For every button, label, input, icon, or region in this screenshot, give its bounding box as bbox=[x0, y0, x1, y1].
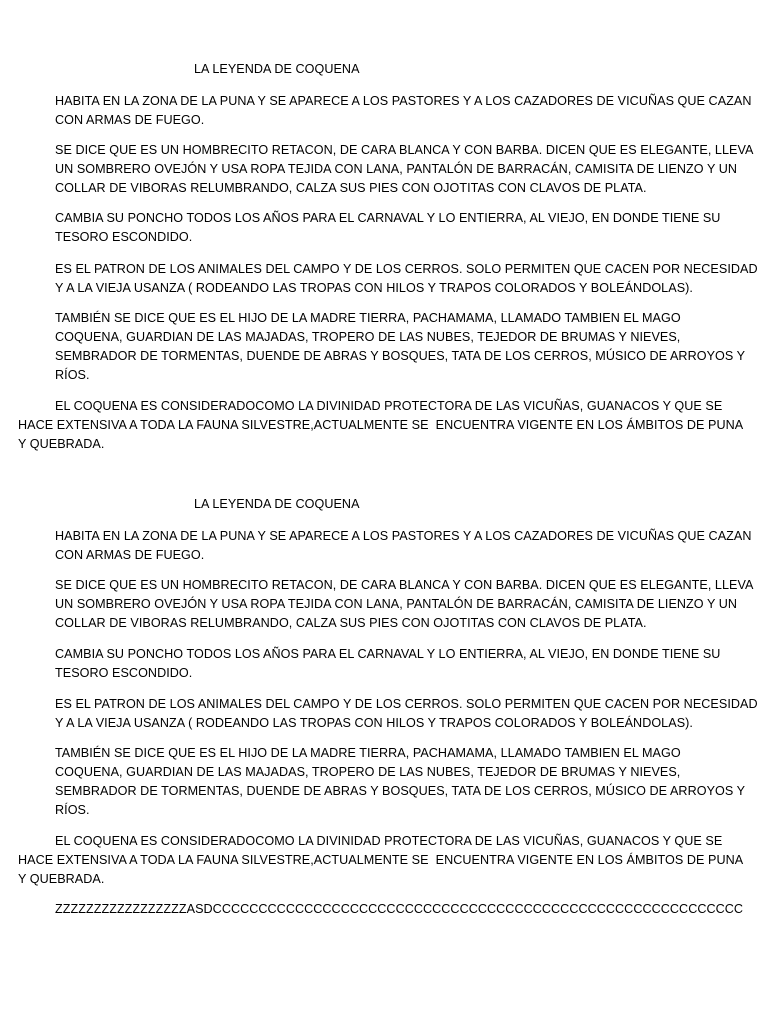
trailing-text-line: ZZZZZZZZZZZZZZZZZASDCCCCCCCCCCCCCCCCCCCCCCCCCCCCCCCCCCCCCCCCCCCCCCCCCCCCCCCCCC bbox=[55, 902, 744, 916]
paragraph-line: HACE EXTENSIVA A TODA LA FAUNA SILVESTRE,ACTUALMENTE SE ENCUENTRA VIGENTE EN LOS ÁMBITOS DE PUNA bbox=[18, 853, 744, 867]
paragraph-line: TAMBIÉN SE DICE QUE ES EL HIJO DE LA MADRE TIERRA, PACHAMAMA, LLAMADO TAMBIEN EL MAGO bbox=[55, 746, 681, 760]
paragraph-line: SE DICE QUE ES UN HOMBRECITO RETACON, DE CARA BLANCA Y CON BARBA. DICEN QUE ES ELEGANTE, LLEVA bbox=[55, 143, 754, 157]
paragraph-line: EL COQUENA ES CONSIDERADOCOMO LA DIVINIDAD PROTECTORA DE LAS VICUÑAS, GUANACOS Y QUE SE bbox=[55, 834, 723, 848]
paragraph-line: EL COQUENA ES CONSIDERADOCOMO LA DIVINIDAD PROTECTORA DE LAS VICUÑAS, GUANACOS Y QUE SE bbox=[55, 399, 723, 413]
paragraph-line: COLLAR DE VIBORAS RELUMBRANDO, CALZA SUS PIES CON OJOTITAS CON CLAVOS DE PLATA. bbox=[55, 181, 647, 195]
paragraph-line: TESORO ESCONDIDO. bbox=[55, 230, 193, 244]
paragraph-line: COQUENA, GUARDIAN DE LAS MAJADAS, TROPERO DE LAS NUBES, TEJEDOR DE BRUMAS Y NIEVES, bbox=[55, 330, 681, 344]
paragraph-line: ES EL PATRON DE LOS ANIMALES DEL CAMPO Y DE LOS CERROS. SOLO PERMITEN QUE CACEN POR NECESIDAD bbox=[55, 262, 758, 276]
paragraph-line: TESORO ESCONDIDO. bbox=[55, 666, 193, 680]
paragraph-line: Y QUEBRADA. bbox=[18, 437, 105, 451]
paragraph-line: CAMBIA SU PONCHO TODOS LOS AÑOS PARA EL CARNAVAL Y LO ENTIERRA, AL VIEJO, EN DONDE TIENE SU bbox=[55, 211, 721, 225]
paragraph-line: UN SOMBRERO OVEJÓN Y USA ROPA TEJIDA CON LANA, PANTALÓN DE BARRACÁN, CAMISITA DE LIENZO Y UN bbox=[55, 162, 738, 176]
paragraph-line: Y A LA VIEJA USANZA ( RODEANDO LAS TROPAS CON HILOS Y TRAPOS COLORADOS Y BOLEÁNDOLAS). bbox=[55, 716, 693, 730]
paragraph-line: CAMBIA SU PONCHO TODOS LOS AÑOS PARA EL CARNAVAL Y LO ENTIERRA, AL VIEJO, EN DONDE TIENE SU bbox=[55, 647, 721, 661]
paragraph-line: COQUENA, GUARDIAN DE LAS MAJADAS, TROPERO DE LAS NUBES, TEJEDOR DE BRUMAS Y NIEVES, bbox=[55, 765, 681, 779]
paragraph-line: ES EL PATRON DE LOS ANIMALES DEL CAMPO Y DE LOS CERROS. SOLO PERMITEN QUE CACEN POR NECESIDAD bbox=[55, 697, 758, 711]
paragraph-line: RÍOS. bbox=[55, 368, 90, 382]
paragraph-line: CON ARMAS DE FUEGO. bbox=[55, 548, 205, 562]
paragraph-line: HACE EXTENSIVA A TODA LA FAUNA SILVESTRE,ACTUALMENTE SE ENCUENTRA VIGENTE EN LOS ÁMBITOS DE PUNA bbox=[18, 418, 744, 432]
paragraph-line: TAMBIÉN SE DICE QUE ES EL HIJO DE LA MADRE TIERRA, PACHAMAMA, LLAMADO TAMBIEN EL MAGO bbox=[55, 311, 681, 325]
section-title: LA LEYENDA DE COQUENA bbox=[194, 497, 360, 511]
paragraph-line: CON ARMAS DE FUEGO. bbox=[55, 113, 205, 127]
paragraph-line: SE DICE QUE ES UN HOMBRECITO RETACON, DE CARA BLANCA Y CON BARBA. DICEN QUE ES ELEGANTE, LLEVA bbox=[55, 578, 754, 592]
paragraph-line: RÍOS. bbox=[55, 803, 90, 817]
paragraph-line: SEMBRADOR DE TORMENTAS, DUENDE DE ABRAS Y BOSQUES, TATA DE LOS CERROS, MÚSICO DE ARROYOS Y bbox=[55, 349, 746, 363]
paragraph-line: Y A LA VIEJA USANZA ( RODEANDO LAS TROPAS CON HILOS Y TRAPOS COLORADOS Y BOLEÁNDOLAS). bbox=[55, 281, 693, 295]
paragraph-line: HABITA EN LA ZONA DE LA PUNA Y SE APARECE A LOS PASTORES Y A LOS CAZADORES DE VICUÑAS QUE CAZAN bbox=[55, 529, 752, 543]
paragraph-line: UN SOMBRERO OVEJÓN Y USA ROPA TEJIDA CON LANA, PANTALÓN DE BARRACÁN, CAMISITA DE LIENZO Y UN bbox=[55, 597, 738, 611]
paragraph-line: Y QUEBRADA. bbox=[18, 872, 105, 886]
paragraph-line: HABITA EN LA ZONA DE LA PUNA Y SE APARECE A LOS PASTORES Y A LOS CAZADORES DE VICUÑAS QUE CAZAN bbox=[55, 94, 752, 108]
paragraph-line: SEMBRADOR DE TORMENTAS, DUENDE DE ABRAS Y BOSQUES, TATA DE LOS CERROS, MÚSICO DE ARROYOS Y bbox=[55, 784, 746, 798]
paragraph-line: COLLAR DE VIBORAS RELUMBRANDO, CALZA SUS PIES CON OJOTITAS CON CLAVOS DE PLATA. bbox=[55, 616, 647, 630]
section-title: LA LEYENDA DE COQUENA bbox=[194, 62, 360, 76]
